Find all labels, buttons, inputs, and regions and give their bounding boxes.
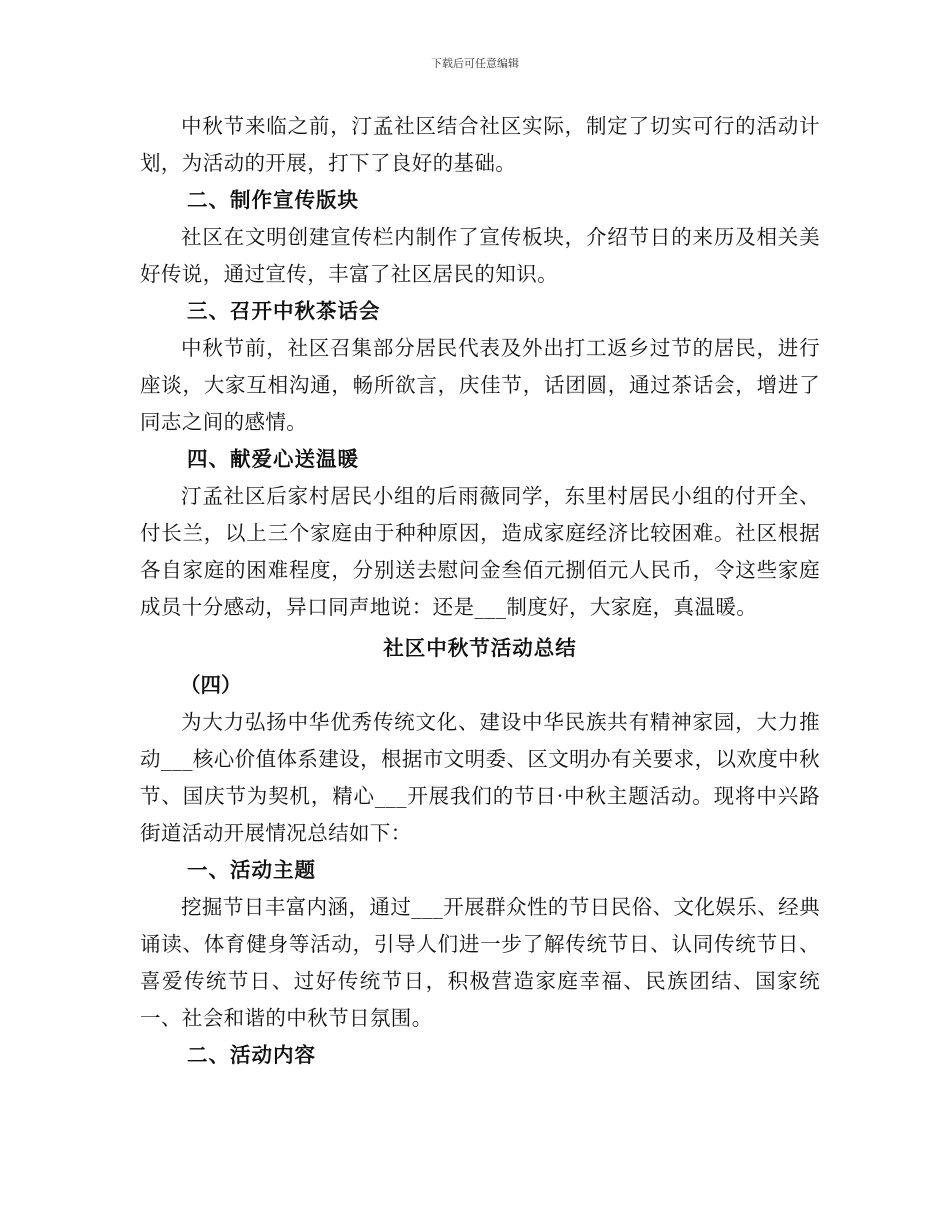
section-number: （四） [180,673,242,697]
paragraph: 汀孟社区后家村居民小组的后雨薇同学，东里村居民小组的付开全、付长兰，以上三个家庭由于种种原因，造成家庭经济比较困难。社区根据各自家庭的困难程度，分别送去慰问金叁佰元捌佰元人民币，令这些家庭成员十分感动，异口同声地说：还是___制度好，大家庭，真温暖。 [140,484,820,619]
section-heading: 一、活动主题 [187,858,316,882]
section-heading: 三、召开中秋茶话会 [187,299,381,323]
paragraph: 中秋节来临之前，汀孟社区结合社区实际，制定了切实可行的活动计划，为活动的开展，打下了良好的基础。 [140,114,820,175]
document-title: 社区中秋节活动总结 [383,636,577,660]
section-heading: 四、献爱心送温暖 [187,447,359,471]
document-body [140,108,820,1074]
section-heading: 二、制作宣传版块 [187,188,359,212]
paragraph: 为大力弘扬中华优秀传统文化、建设中华民族共有精神家园，大力推动___核心价值体系建设，根据市文明委、区文明办有关要求，以欢度中秋节、国庆节为契机，精心___开展我们的节日·中秋主题活动。现将中兴路街道活动开展情况总结如下： [140,710,820,845]
paragraph: 挖掘节日丰富内涵，通过___开展群众性的节日民俗、文化娱乐、经典诵读、体育健身等活动，引导人们进一步了解传统节日、认同传统节日、喜爱传统节日、过好传统节日，积极营造家庭幸福、民族团结、国家统一、社会和谐的中秋节日氛围。 [140,895,820,1030]
section-heading: 二、活动内容 [187,1043,316,1067]
paragraph: 中秋节前，社区召集部分居民代表及外出打工返乡过节的居民，进行座谈，大家互相沟通，畅所欲言，庆佳节，话团圆，通过茶话会，增进了同志之间的感情。 [140,336,820,434]
paragraph: 社区在文明创建宣传栏内制作了宣传板块，介绍节日的来历及相关美好传说，通过宣传，丰富了社区居民的知识。 [140,225,820,286]
page-header: 下载后可任意编辑 [431,57,519,70]
